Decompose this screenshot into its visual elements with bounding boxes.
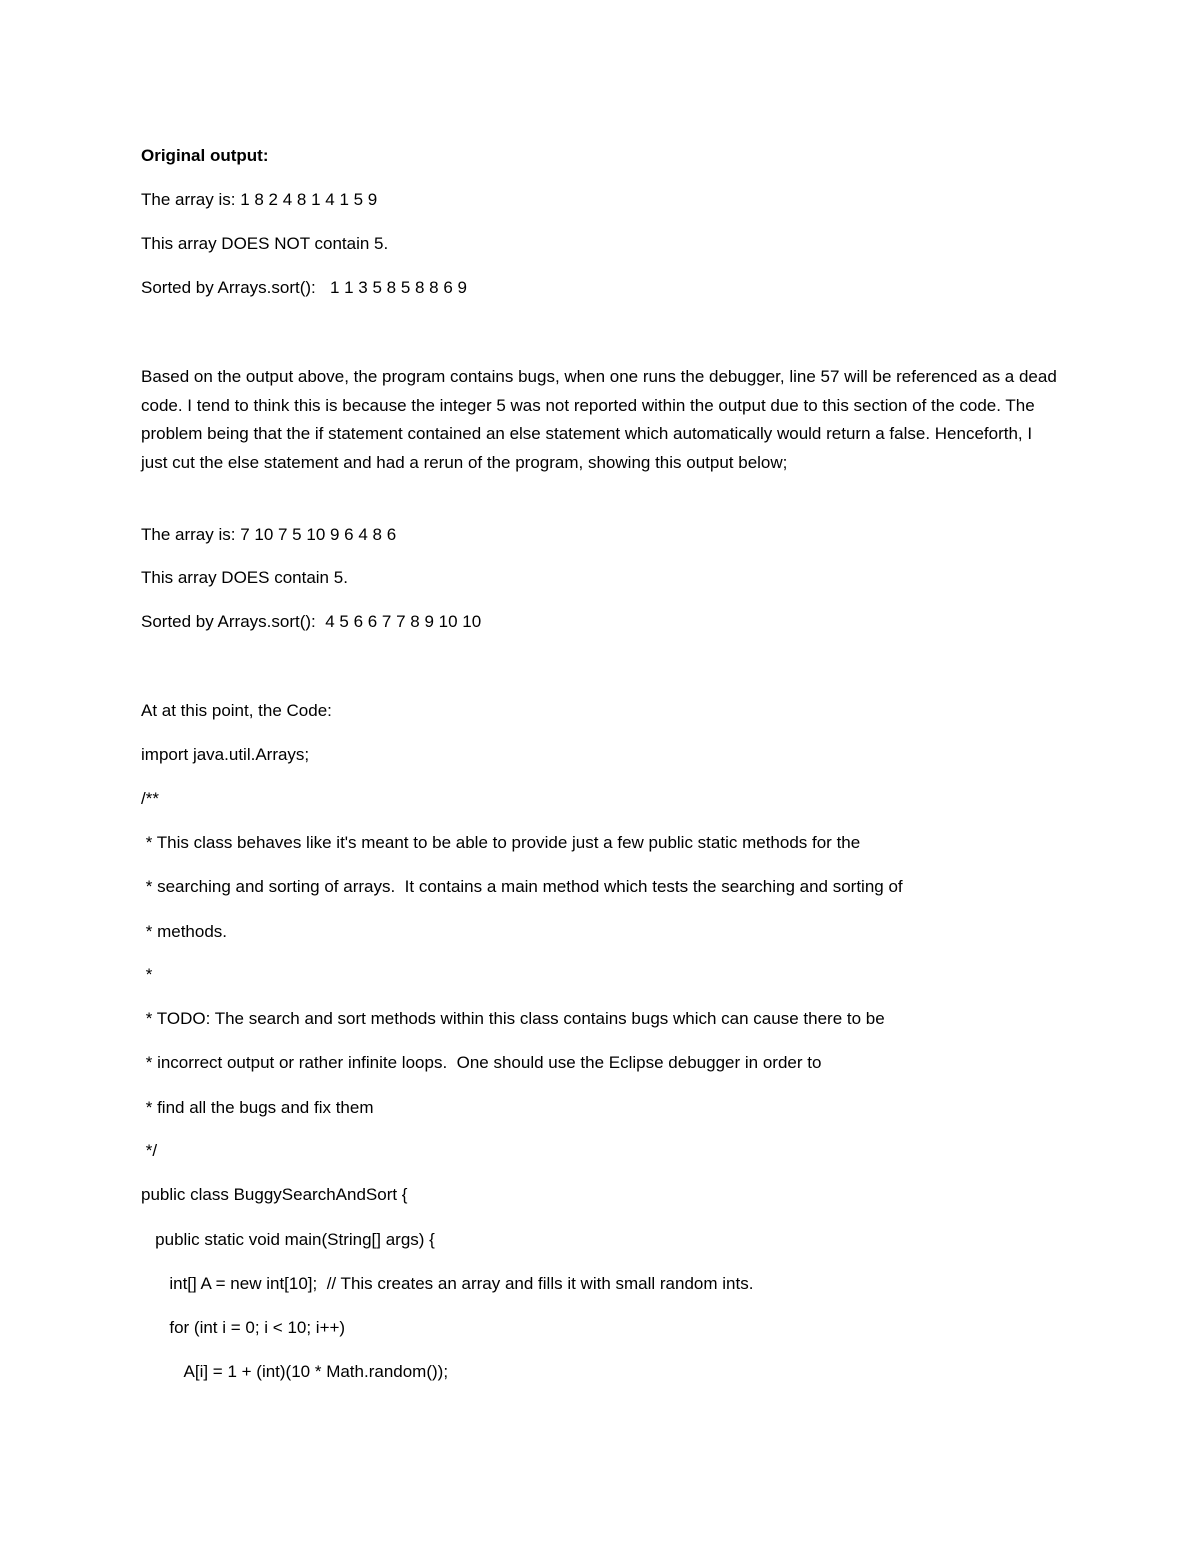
rerun-output-line: Sorted by Arrays.sort(): 4 5 6 6 7 7 8 9 10 10 [141,612,482,631]
code-line: /** [141,789,159,808]
code-line: * incorrect output or rather infinite loops. One should use the Eclipse debugger in order to [141,1053,822,1072]
rerun-output-line: This array DOES contain 5. [141,568,348,587]
code-line: A[i] = 1 + (int)(10 * Math.random()); [141,1362,449,1381]
code-line: public static void main(String[] args) { [141,1230,435,1249]
code-line: * [141,965,153,984]
code-line: * find all the bugs and fix them [141,1098,374,1117]
code-line: */ [141,1141,158,1160]
original-output-line: This array DOES NOT contain 5. [141,234,389,253]
section-heading: Original output: [141,146,269,165]
code-line: import java.util.Arrays; [141,745,310,764]
code-line: * TODO: The search and sort methods within this class contains bugs which can cause there to be [141,1009,885,1028]
code-line: for (int i = 0; i < 10; i++) [141,1318,346,1337]
code-line: int[] A = new int[10]; // This creates an array and fills it with small random ints. [141,1274,754,1293]
code-line: * searching and sorting of arrays. It contains a main method which tests the searching and sorting of [141,877,903,896]
explanation-paragraph: Based on the output above, the program contains bugs, when one runs the debugger, line 57 will be referenced as a dead code. I tend to think this is because the integer 5 was not reported within the output due to this section of the code. The problem being that the if statement contained an else statement which automatically would return a false. Henceforth, I just cut the else statement and had a rerun of the program, showing this output below; [141,367,1062,472]
code-line: * methods. [141,922,227,941]
code-intro: At at this point, the Code: [141,701,332,720]
original-output-line: Sorted by Arrays.sort(): 1 1 3 5 8 5 8 8 6 9 [141,278,467,297]
code-line: public class BuggySearchAndSort { [141,1185,408,1204]
original-output-line: The array is: 1 8 2 4 8 1 4 1 5 9 [141,190,378,209]
code-line: * This class behaves like it's meant to be able to provide just a few public static methods for the [141,833,861,852]
rerun-output-line: The array is: 7 10 7 5 10 9 6 4 8 6 [141,525,397,544]
